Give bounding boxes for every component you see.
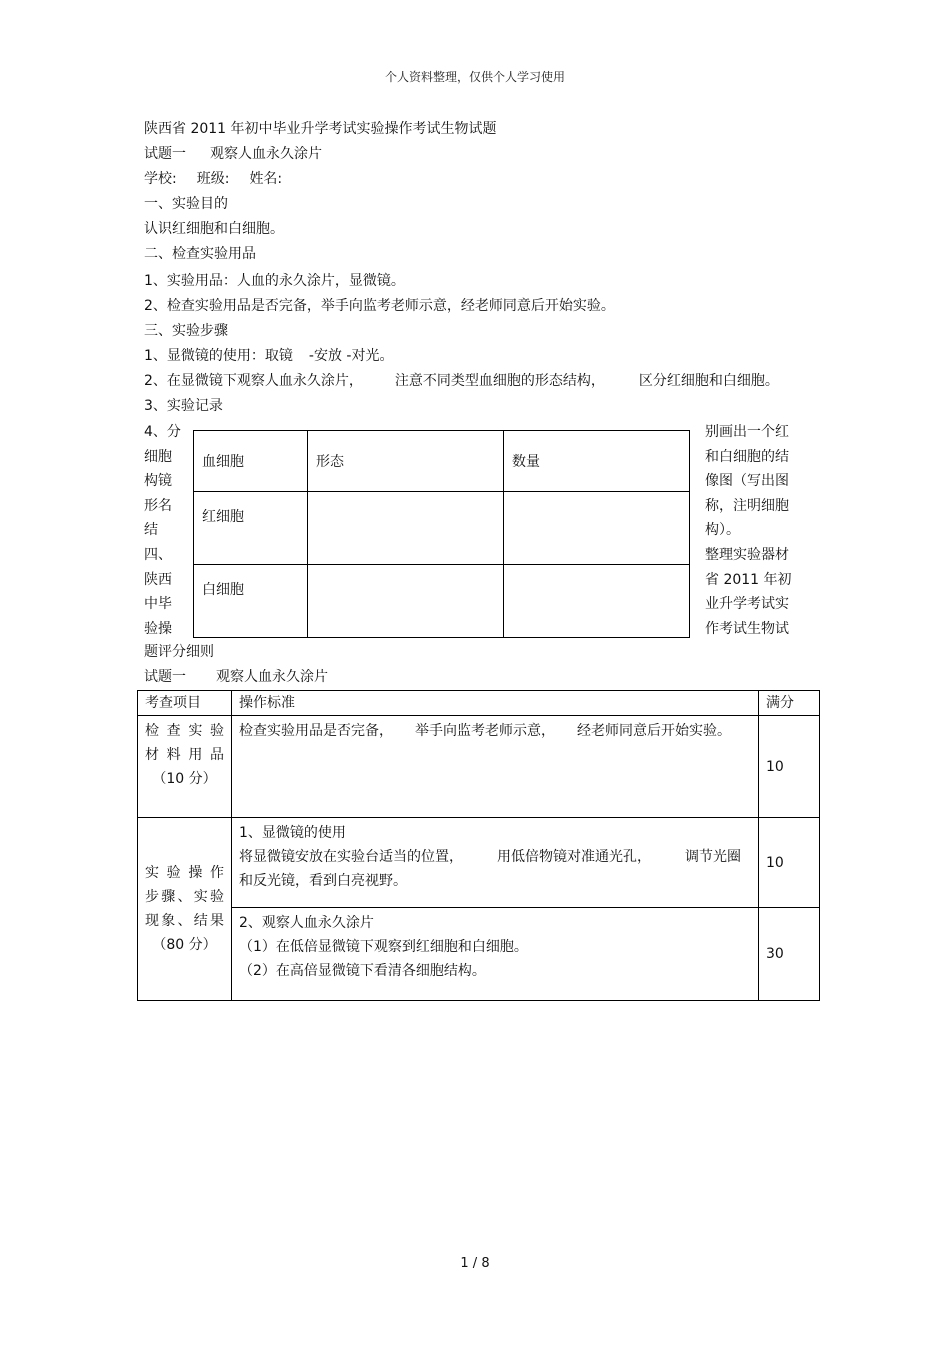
standard-text: 检查实验用品是否完备， [239, 723, 393, 739]
item-text: 步骤、实验 [145, 889, 224, 905]
right-wrap-line: 称，注明细胞 [705, 497, 789, 514]
after-wrap-text: 题评分细则 [144, 644, 214, 660]
class-label: 班级: [196, 171, 230, 187]
step-2 [144, 372, 779, 390]
step-2-part-c: 区分红细胞和白细胞。 [638, 373, 779, 389]
standard-text: （2）在高倍显微镜下看清各细胞结构。 [239, 963, 486, 979]
score-header-cell: 满分 [759, 691, 820, 716]
right-wrap-line: 和白细胞的结 [705, 448, 789, 465]
table-row [138, 818, 820, 908]
left-wrap-text [144, 420, 190, 641]
item-text: 实 验 操 作 [145, 865, 224, 881]
step-1-part-a: 1、显微镜的使用：取镜 [144, 348, 293, 364]
score-cell: 10 [759, 818, 820, 908]
standard-subtitle: 1、显微镜的使用 [239, 825, 346, 841]
step-3: 3、实验记录 [144, 398, 223, 414]
score-heading [144, 668, 328, 686]
page-header: 个人资料整理，仅供个人学习使用 [384, 70, 565, 84]
table-row [194, 492, 690, 565]
standard-text: 经老师同意后开始实验。 [577, 723, 731, 739]
item-text: （80 分） [152, 937, 217, 953]
table-row [194, 431, 690, 492]
score-header-cell: 考查项目 [138, 691, 232, 716]
record-row-label: 白细胞 [194, 565, 308, 638]
item-text: 材料用品 [145, 747, 224, 763]
record-row-label: 红细胞 [194, 492, 308, 565]
standard-text: （1）在低倍显微镜下观察到红细胞和白细胞。 [239, 939, 528, 955]
section-2-title: 二、检查实验用品 [144, 246, 256, 262]
record-cell [504, 565, 690, 638]
left-wrap-line: 4、分 [144, 424, 181, 440]
document-title: 陕西省 2011 年初中毕业升学考试实验操作考试生物试题 [144, 121, 497, 137]
section-3-title: 三、实验步骤 [144, 323, 228, 339]
section-2-item-1: 1、实验用品：人血的永久涂片，显微镜。 [144, 273, 405, 289]
left-wrap-line: 中毕 [144, 596, 172, 613]
right-wrap-line: 整理实验器材 [705, 546, 789, 563]
record-cell [308, 492, 504, 565]
standard-text: 和反光镜，看到白亮视野。 [239, 873, 407, 889]
left-wrap-line: 陕西 [144, 571, 172, 588]
standard-subtitle: 2、观察人血永久涂片 [239, 915, 374, 931]
step-2-part-a: 2、在显微镜下观察人血永久涂片， [144, 373, 363, 389]
right-wrap-line: 业升学考试实 [705, 596, 789, 613]
score-cell: 10 [759, 716, 820, 818]
step-2-part-b: 注意不同类型血细胞的形态结构， [394, 373, 605, 389]
table-row [138, 691, 820, 716]
step-1-part-b: -安放 -对光。 [308, 348, 394, 364]
step-1 [144, 347, 393, 365]
right-wrap-line: 构）。 [705, 522, 740, 539]
score-cell: 30 [759, 908, 820, 1001]
left-wrap-line: 结 [144, 522, 158, 539]
section-2-item-2: 2、检查实验用品是否完备，举手向监考老师示意，经老师同意后开始实验。 [144, 298, 615, 314]
standard-text: 调节光圈 [685, 849, 741, 865]
standard-cell [232, 908, 759, 1001]
standard-text: 用低倍物镜对准通光孔， [497, 849, 651, 865]
left-wrap-line: 验操 [144, 620, 172, 637]
standard-text: 举手向监考老师示意， [415, 723, 555, 739]
item-text: （10 分） [152, 771, 217, 787]
table-row [138, 908, 820, 1001]
record-table [193, 430, 690, 638]
right-wrap-line: 省 2011 年初 [705, 571, 792, 588]
table-row [138, 716, 820, 818]
right-wrap-line: 别画出一个红 [705, 424, 789, 440]
right-wrap-text [705, 420, 805, 641]
record-header-cell: 血细胞 [194, 431, 308, 492]
left-wrap-line: 四、 [144, 546, 172, 563]
right-wrap-line: 作考试生物试 [705, 620, 789, 637]
section-1-title: 一、实验目的 [144, 196, 228, 212]
page-number: 1 / 8 [460, 1256, 490, 1271]
item-text: 检 查 实 验 [145, 723, 224, 739]
item-cell [138, 716, 232, 818]
scoring-table [137, 690, 820, 1001]
item-cell [138, 818, 232, 1001]
score-header-cell: 操作标准 [232, 691, 759, 716]
standard-cell [232, 818, 759, 908]
left-wrap-line: 细胞 [144, 448, 172, 465]
school-label: 学校: [144, 171, 177, 187]
score-name: 观察人血永久涂片 [216, 669, 328, 685]
test-name: 观察人血永久涂片 [210, 146, 322, 162]
score-title: 试题一 [144, 669, 186, 685]
record-header-cell: 形态 [308, 431, 504, 492]
section-1-text: 认识红细胞和白细胞。 [144, 221, 284, 237]
school-line [144, 170, 282, 188]
test-heading [144, 145, 322, 163]
name-label: 姓名: [249, 171, 283, 187]
right-wrap-line: 像图（写出图 [705, 473, 789, 490]
left-wrap-line: 形名 [144, 497, 172, 514]
record-cell [504, 492, 690, 565]
table-row [194, 565, 690, 638]
standard-cell [232, 716, 759, 818]
item-text: 现象、结果 [145, 913, 224, 929]
left-wrap-line: 构镜 [144, 473, 172, 490]
record-header-cell: 数量 [504, 431, 690, 492]
record-cell [308, 565, 504, 638]
standard-text: 将显微镜安放在实验台适当的位置， [239, 849, 463, 865]
test-title: 试题一 [144, 146, 186, 162]
